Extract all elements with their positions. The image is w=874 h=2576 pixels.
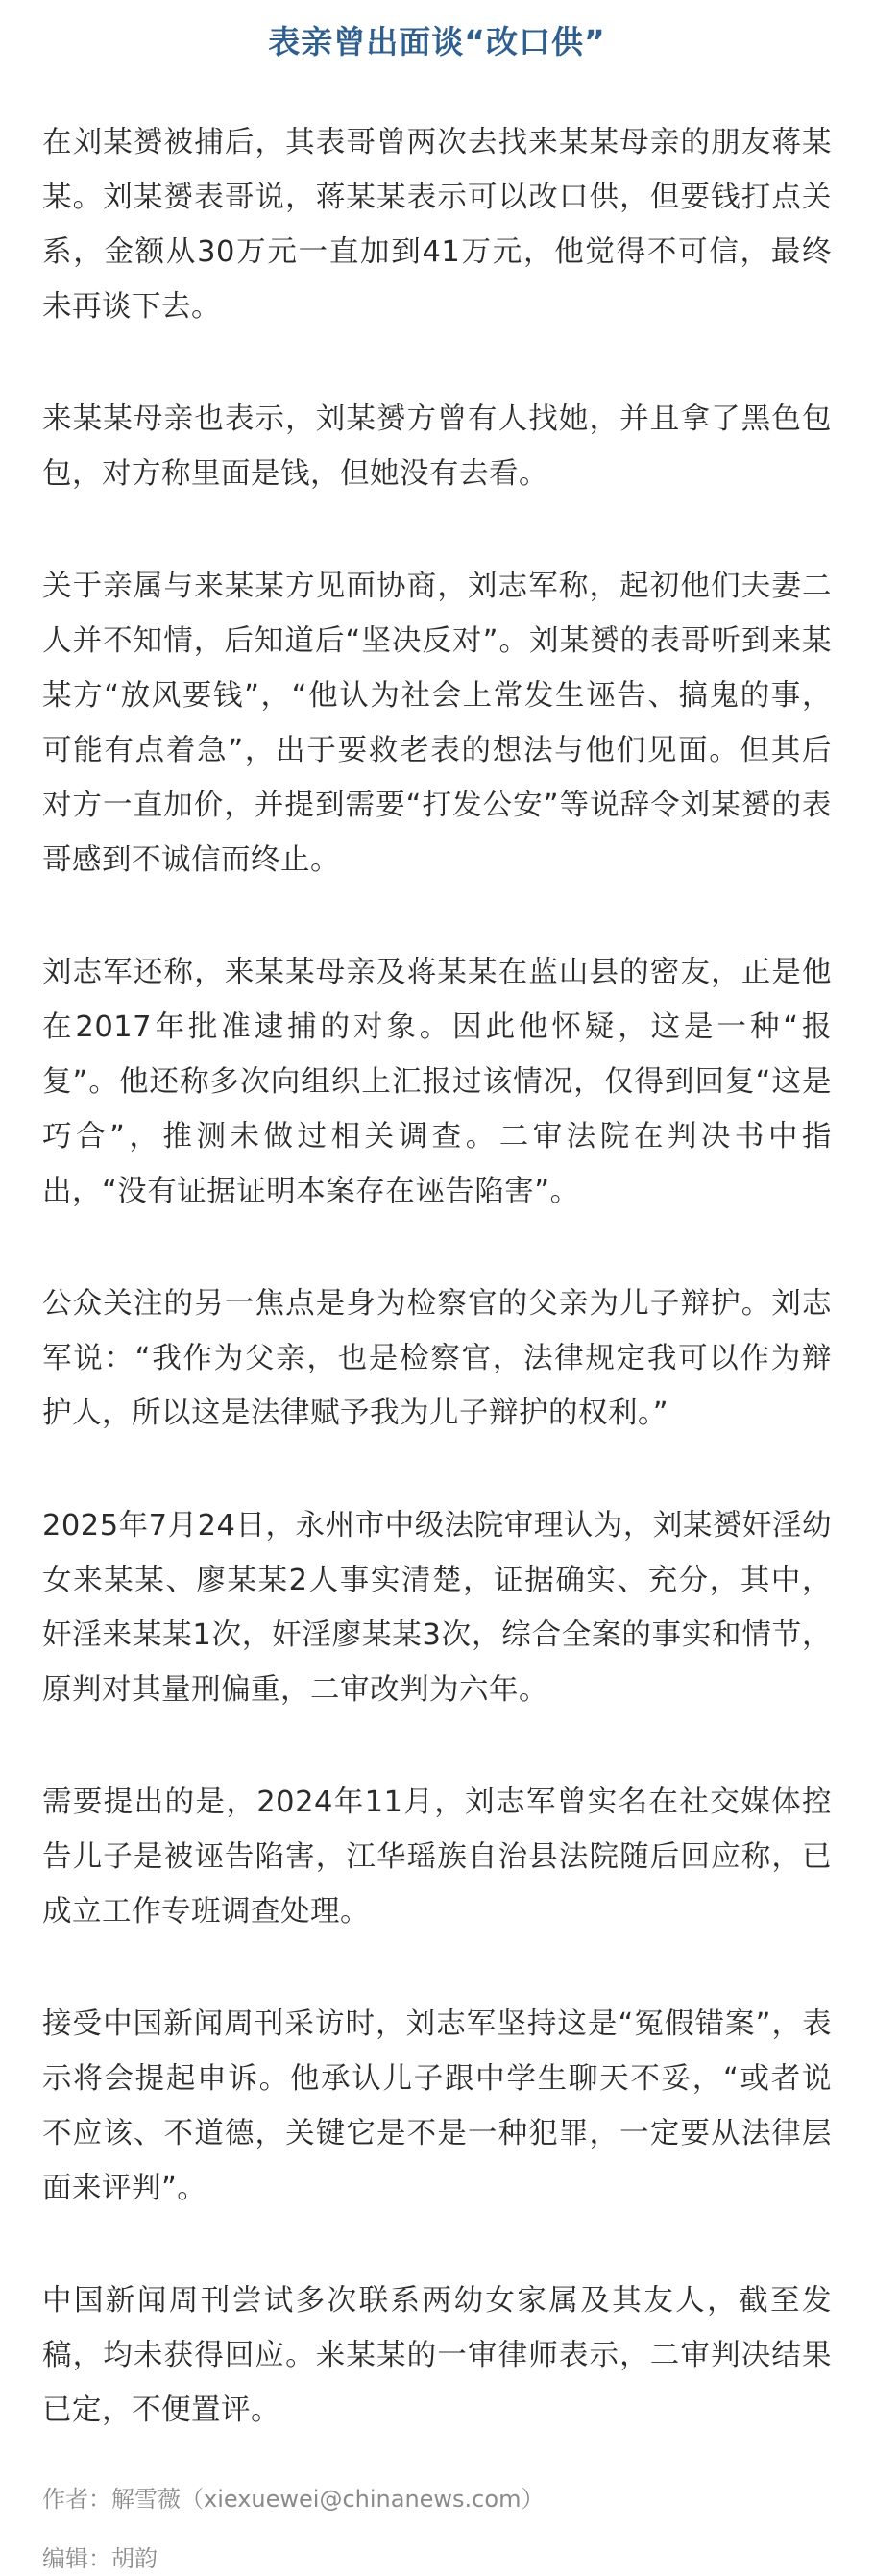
paragraph-7: 需要提出的是，2024年11月，刘志军曾实名在社交媒体控告儿子是被诬告陷害，江华瑶族自治县法院随后回应称，已成立工作专班调查处理。 (42, 1786, 832, 1929)
paragraph-9: 中国新闻周刊尝试多次联系两幼女家属及其友人，截至发稿，均未获得回应。来某某的一审律师表示，二审判决结果已定，不便置评。 (42, 2284, 832, 2427)
paragraph-4: 刘志军还称，来某某母亲及蒋某某在蓝山县的密友，正是他在2017年批准逮捕的对象。因此他怀疑，这是一种“报复”。他还称多次向组织上汇报过该情况，仅得到回复“这是巧合”，推测未做过相关调查。二审法院在判决书中指出，“没有证据证明本案存在诬告陷害”。 (42, 956, 832, 1208)
paragraph-8: 接受中国新闻周刊采访时，刘志军坚持这是“冤假错案”，表示将会提起申诉。他承认儿子跟中学生聊天不妥，“或者说不应该、不道德，关键它是不是一种犯罪，一定要从法律层面来评判”。 (42, 2007, 832, 2205)
paragraph-3: 关于亲属与来某某方见面协商，刘志军称，起初他们夫妻二人并不知情，后知道后“坚决反对”。刘某赟的表哥听到来某某方“放风要钱”，“他认为社会上常发生诬告、搞鬼的事，可能有点着急”，出于要救老表的想法与他们见面。但其后对方一直加价，并提到需要“打发公安”等说辞令刘某赟的表哥感到不诚信而终止。 (42, 570, 832, 877)
section-heading: 表亲曾出面谈“改口供” (268, 23, 606, 61)
editor-line: 编辑：胡韵 (42, 2545, 158, 2572)
author-line: 作者：解雪薇（xiexuewei@chinanews.com） (42, 2486, 545, 2513)
paragraph-2: 来某某母亲也表示，刘某赟方曾有人找她，并且拿了黑色包包，对方称里面是钱，但她没有去看。 (42, 402, 832, 491)
paragraph-1: 在刘某赟被捕后，其表哥曾两次去找来某某母亲的朋友蒋某某。刘某赟表哥说，蒋某某表示可以改口供，但要钱打点关系，金额从30万元一直加到41万元，他觉得不可信，最终未再谈下去。 (42, 126, 832, 324)
paragraph-6: 2025年7月24日，永州市中级法院审理认为，刘某赟奸淫幼女来某某、廖某某2人事实清楚，证据确实、充分，其中，奸淫来某某1次，奸淫廖某某3次，综合全案的事实和情节，原判对其量刑偏重，二审改判为六年。 (42, 1509, 832, 1707)
paragraph-5: 公众关注的另一焦点是身为检察官的父亲为儿子辩护。刘志军说：“我作为父亲，也是检察官，法律规定我可以作为辩护人，所以这是法律赋予我为儿子辩护的权利。” (42, 1287, 832, 1430)
